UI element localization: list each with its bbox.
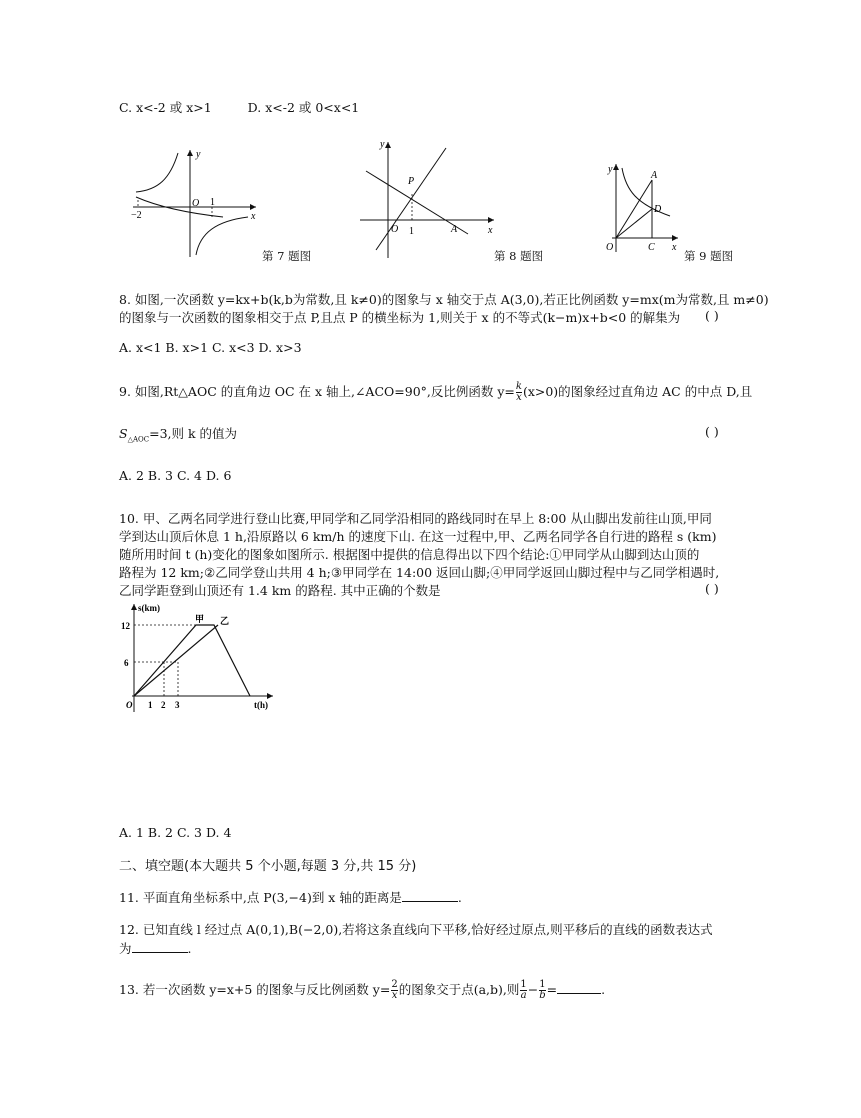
- fig7-tick-1: 1: [210, 197, 215, 208]
- fig8-origin: O: [391, 224, 399, 235]
- fig9-x-label: x: [672, 242, 677, 253]
- q10-graph-x2: 2: [161, 700, 166, 710]
- q9-area-sub: △AOC: [127, 435, 150, 444]
- q13-text-a: 13. 若一次函数 y=x+5 的图象与反比例函数 y=: [119, 982, 391, 997]
- figure-8: [358, 138, 498, 260]
- fig9-point-d: D: [654, 204, 662, 215]
- q9-area-symbol: S: [119, 426, 128, 441]
- q9-line-2: [119, 424, 237, 444]
- q12-line-1: 12. 已知直线 l 经过点 A(0,1),B(−2,0),若将这条直线向下平移,恰好经过原点,则平移后的直线的函数表达式: [119, 922, 713, 937]
- q9-frac-num: k: [515, 381, 522, 392]
- fig8-tick-1: 1: [409, 226, 414, 237]
- q7-option-d: D. x<-2 或 0<x<1: [247, 100, 360, 115]
- q9-line-1: [119, 382, 752, 403]
- q11-answer-blank[interactable]: [402, 901, 458, 902]
- q11-end: .: [457, 890, 462, 905]
- fig7-y-label: y: [196, 149, 201, 160]
- fig9-point-c: C: [648, 242, 655, 253]
- fig7-origin: O: [192, 198, 200, 209]
- q7-option-c: C. x<-2 或 x>1: [119, 100, 212, 115]
- q9-text-b: (x>0)的图象经过直角边 AC 的中点 D,且: [522, 384, 753, 399]
- q10-graph: [118, 600, 278, 715]
- q8-options: A. x<1 B. x>1 C. x<3 D. x>3: [119, 340, 302, 355]
- q8-answer-bracket: ( ): [705, 308, 719, 323]
- q11-text: 11. 平面直角坐标系中,点 P(3,−4)到 x 轴的距离是: [119, 890, 402, 905]
- fig7-tick-neg2: −2: [131, 210, 142, 221]
- q11-line: [119, 888, 462, 906]
- q10-line-4: 路程为 12 km;②乙同学登山共用 4 h;③甲同学在 14:00 返回山脚;④甲同学返回山脚过程中与乙同学相遇时,: [119, 565, 720, 580]
- q10-answer-bracket: ( ): [705, 581, 719, 596]
- figure-7: [128, 145, 258, 260]
- q10-graph-y6: 6: [124, 658, 129, 668]
- q13-text-b: 的图象交于点(a,b),则: [398, 982, 520, 997]
- fig7-caption: 第 7 题图: [262, 249, 312, 263]
- q10-graph-label-yi: 乙: [220, 616, 230, 626]
- q10-options: A. 1 B. 2 C. 3 D. 4: [119, 825, 232, 840]
- q13-line: [119, 980, 605, 1001]
- q9-text-a: 9. 如图,Rt△AOC 的直角边 OC 在 x 轴上,∠ACO=90°,反比例函数 y=: [119, 384, 515, 399]
- fig9-caption: 第 9 题图: [684, 249, 734, 263]
- fig7-x-label: x: [251, 211, 256, 222]
- q13-fraction-1: $\frac{2}{x}$: [391, 979, 398, 1001]
- q10-graph-x1: 1: [148, 700, 153, 710]
- fig8-point-a: A: [451, 224, 458, 235]
- q10-graph-xlabel: t(h): [254, 700, 268, 710]
- q13-end: .: [601, 982, 606, 997]
- fig8-x-label: x: [488, 225, 493, 236]
- q10-graph-x3: 3: [175, 700, 180, 710]
- q10-graph-y12: 12: [121, 621, 130, 631]
- q8-line-1: 8. 如图,一次函数 y=kx+b(k,b为常数,且 k≠0)的图象与 x 轴交于点 A(3,0),若正比例函数 y=mx(m为常数,且 m≠0): [119, 292, 769, 307]
- fig8-caption: 第 8 题图: [494, 249, 544, 263]
- section-2-title: 二、填空题(本大题共 5 个小题,每题 3 分,共 15 分): [119, 859, 417, 874]
- fig9-point-a: A: [651, 170, 658, 181]
- q8-line-2: 的图象与一次函数的图象相交于点 P,且点 P 的横坐标为 1,则关于 x 的不等式(k−m)x+b<0 的解集为: [119, 310, 681, 325]
- q10-line-1: 10. 甲、乙两名同学进行登山比赛,甲同学和乙同学沿相同的路线同时在早上 8:00 从山脚出发前往山顶,甲同: [119, 511, 712, 526]
- q13-minus: −: [527, 982, 539, 997]
- figure-9: [598, 160, 680, 256]
- q10-graph-label-jia: 甲: [195, 614, 205, 624]
- q13-fraction-2: $\frac{1}{a}$: [520, 979, 527, 1001]
- q10-line-2: 学到达山顶后休息 1 h,沿原路以 6 km/h 的速度下山. 在这一过程中,甲、乙两名同学各自行进的路程 s (km): [119, 529, 717, 544]
- fig9-y-label: y: [608, 164, 613, 175]
- q9-frac-den: x: [516, 392, 522, 403]
- q13-answer-blank[interactable]: [557, 993, 601, 994]
- q13-equals: =: [546, 982, 558, 997]
- q9-options: A. 2 B. 3 C. 4 D. 6: [119, 468, 232, 483]
- q10-graph-origin: O: [126, 700, 133, 710]
- q12-answer-blank[interactable]: [132, 952, 188, 953]
- fig9-origin: O: [606, 242, 614, 253]
- fig8-y-label: y: [380, 139, 385, 150]
- q12-end: .: [187, 941, 192, 956]
- fig8-point-p: P: [408, 176, 415, 187]
- q9-fraction: [516, 382, 522, 403]
- q7-options: [119, 98, 359, 116]
- q12-text: 为: [119, 941, 132, 956]
- q9-text-c: =3,则 k 的值为: [149, 426, 238, 441]
- q10-line-5: 乙同学距登到山顶还有 1.4 km 的路程. 其中正确的个数是: [119, 583, 441, 598]
- q13-fraction-3: $\frac{1}{b}$: [539, 979, 546, 1001]
- q10-graph-ylabel: s(km): [138, 603, 160, 613]
- q9-answer-bracket: ( ): [705, 424, 719, 439]
- q12-line-2: [119, 939, 192, 957]
- q10-line-3: 随所用时间 t (h)变化的图象如图所示. 根据图中提供的信息得出以下四个结论:①甲同学从山脚到达山顶的: [119, 547, 700, 562]
